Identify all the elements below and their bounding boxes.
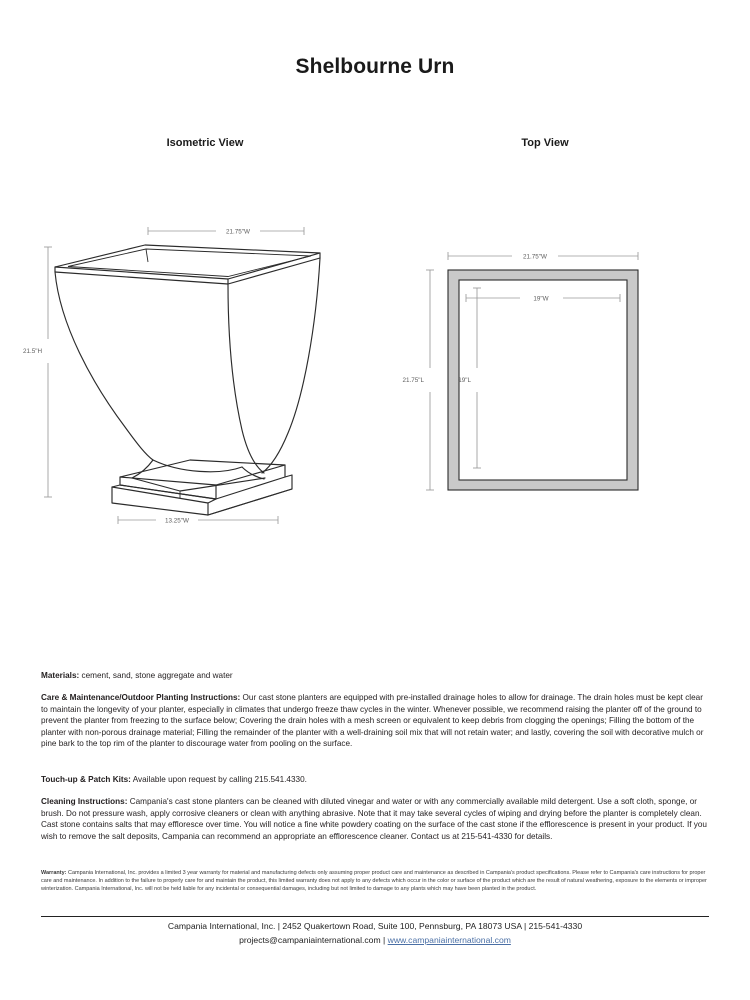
section-care-label: Care & Maintenance/Outdoor Planting Instructions: <box>41 693 241 702</box>
dimension-label-inner-length: 19"L <box>458 377 471 384</box>
dimension-label-top-width: 21.75"W <box>226 228 250 236</box>
section-cleaning-text: Campania's cast stone planters can be cleaned with diluted vinegar and water or with any commercially available mild detergent. Use a soft cloth, sponge, or brush. Do not pressure wash, apply corrosive cleaners or clean with anything abrasive. Note that it may take several cycles of wiping and drying before the planter is completely clean. Cast stone contains salts that may effloresce over time. You will notice a fine white powdery coating on the surface of the cast stone if the efflorescence is present in your product. If you wish to remove the salt deposits, Campania can recommend an appropriate an efflorescence cleaner. Contact us at 215-541-4330 for details. <box>41 797 707 841</box>
dimension-label-outer-length: 21.75"L <box>402 377 424 384</box>
dimension-top-outer-width <box>448 252 638 260</box>
section-warranty <box>41 869 709 893</box>
urn-stem <box>132 460 265 498</box>
section-materials-text: cement, sand, stone aggregate and water <box>79 671 233 680</box>
dimension-top-outer-length <box>403 270 435 490</box>
dimension-label-base-width: 13.25"W <box>165 517 189 525</box>
urn-bowl <box>55 258 320 473</box>
dimension-label-inner-width: 19"W <box>533 295 549 303</box>
dimension-base-width <box>118 516 278 524</box>
section-touchup-patch-kits <box>41 774 709 786</box>
section-materials-label: Materials: <box>41 671 80 680</box>
section-care-maintenance <box>41 692 709 750</box>
section-care-text: Our cast stone planters are equipped with pre-installed drainage holes to allow for drainage. The drain holes must be kept clear to maintain the longevity of your planter, especially in climates that undergo freeze thaw cycles in the winter. Whenever possible, we recommend raising the planter off of the ground to prevent the planter from freezing to the surface below; Covering the drain holes with a mesh screen or equivalent to keep debris from clogging the openings; Filling the bottom of the planter with non-porous drainage material; Filling the remainder of the planter with a well-draining soil mix that will not retain water; and lastly, covering the soil with decorative mulch or pine bark to the top rim of the planter to discourage water from pooling on the surface. <box>41 693 704 749</box>
page-title: Shelbourne Urn <box>295 55 455 78</box>
section-materials <box>41 670 709 682</box>
dimension-top-width <box>148 227 304 235</box>
section-touchup-text: Available upon request by calling 215.541.4330. <box>130 775 307 784</box>
footer-separator: | <box>380 934 388 945</box>
section-cleaning-instructions <box>41 796 709 842</box>
section-warranty-text: Campania International, Inc. provides a limited 3 year warranty for material and manufacturing defects only assuming proper product care and maintenance as described in Campania's product specifications. Please refer to Campania's care instructions for proper care and maintenance. In addition to the failure to properly care for and maintain the product, this limited warranty does not apply to any defects which occur in the color or surface of the product which are the result of natural weathering, exposure to the elements or improper winterization. Campania International, Inc. will not be held liable for any incidental or consequential damages, including but not limited to damage to any plants which may have been planted in the product. <box>41 870 707 893</box>
section-touchup-label: Touch-up & Patch Kits: <box>41 775 131 784</box>
footer-contact-line <box>0 934 750 948</box>
urn-rim <box>55 245 320 284</box>
dimension-label-height: 21.5"H <box>22 348 42 355</box>
section-cleaning-label: Cleaning Instructions: <box>41 797 128 806</box>
footer-email[interactable]: projects@campaniainternational.com <box>239 934 381 945</box>
footer-divider <box>41 916 709 917</box>
page-footer <box>0 920 750 947</box>
top-view-drawing <box>400 240 660 520</box>
planter-opening <box>459 280 627 480</box>
dimension-height <box>23 247 52 497</box>
footer-website-link[interactable]: www.campaniainternational.com <box>387 934 511 945</box>
top-view-label: Top View <box>521 137 569 149</box>
dimension-label-outer-width: 21.75"W <box>523 253 547 261</box>
isometric-view-label: Isometric View <box>166 137 244 149</box>
isometric-drawing <box>20 215 350 545</box>
footer-company-line: Campania International, Inc. | 2452 Quakertown Road, Suite 100, Pennsburg, PA 18073 USA | 215-541-4330 <box>167 921 583 931</box>
section-warranty-label: Warranty: <box>41 870 67 876</box>
